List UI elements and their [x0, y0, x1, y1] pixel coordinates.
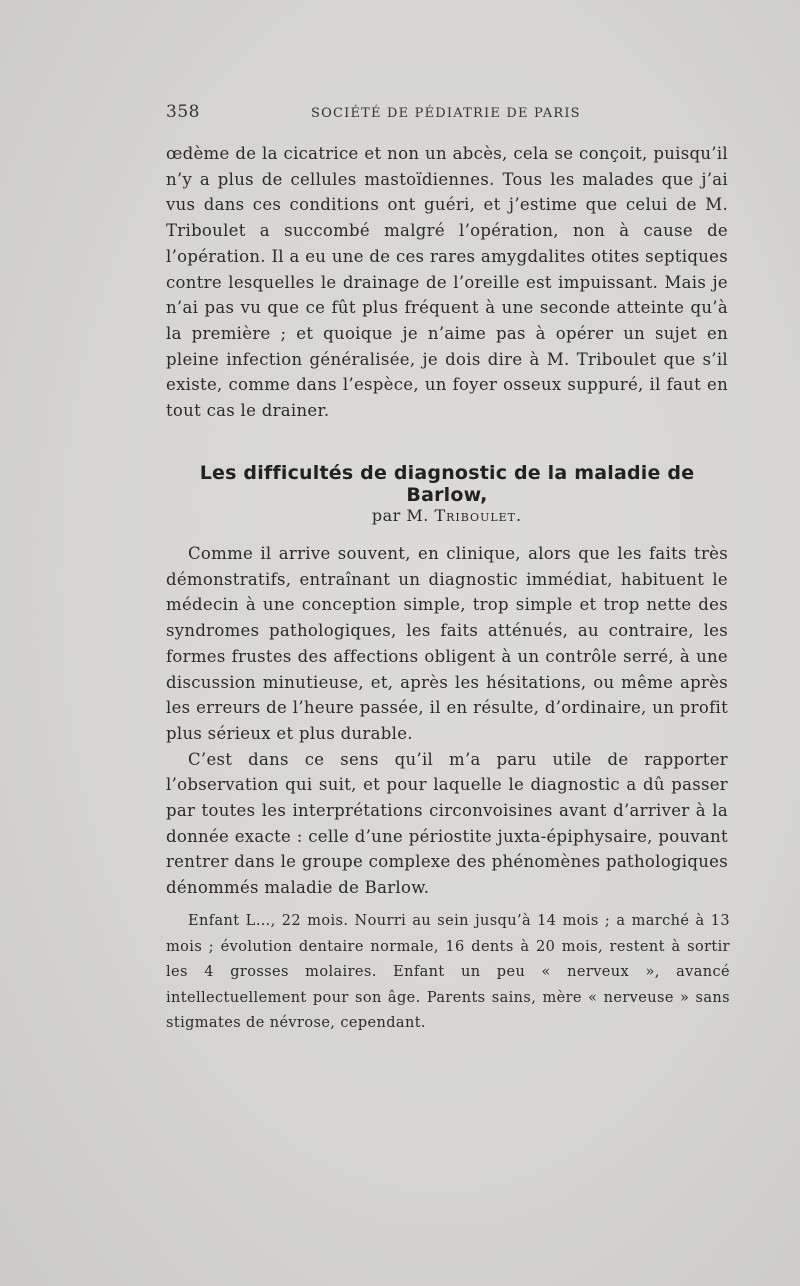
- body-paragraph: C’est dans ce sens qu’il m’a paru utile de rapporter l’observation qui suit, et pour laquelle le diagnostic a dû passer par toutes les interprétations circonvoisines avant d’arriver à la donnée exacte : celle d’une périostite juxta-épiphysaire, pouvant rentrer dans le groupe complexe des phénomènes pathologiques dénommés maladie de Barlow.: [166, 749, 728, 898]
- page-number: 358: [166, 102, 200, 122]
- article-title: Les difficultés de diagnostic de la maladie de Barlow,: [199, 462, 695, 506]
- author-name: Triboulet.: [434, 506, 523, 525]
- article-author: [166, 506, 728, 525]
- article-body: [166, 541, 728, 901]
- body-paragraph: Comme il arrive souvent, en clinique, alors que les faits très démonstratifs, entraînant un diagnostic immédiat, habituent le médecin à une conception simple, trop simple et trop nette des syndromes pathologiques, les faits atténués, au contraire, les formes frustes des affections obligent à un contrôle serré, à une discussion minutieuse, et, après les hésitations, ou même après les erreurs de l’heure passée, il en résulte, d’ordinaire, un profit plus sérieux et plus durable.: [166, 544, 728, 743]
- page-header: [166, 102, 734, 126]
- running-title: SOCIÉTÉ DE PÉDIATRIE DE PARIS: [311, 106, 581, 121]
- observation-paragraph: Enfant L…, 22 mois. Nourri au sein jusqu’à 14 mois ; a marché à 13 mois ; évolution dentaire normale, 16 dents à 20 mois, restent à sortir les 4 grosses molaires. Enfant un peu « nerveux », avancé intellectuellement pour son âge. Parents sains, mère « nerveuse » sans stigmates de névrose, cependant.: [166, 913, 730, 1031]
- continued-paragraph: œdème de la cicatrice et non un abcès, cela se conçoit, puisqu’il n’y a plus de cellules mastoïdiennes. Tous les malades que j’ai vus dans ces conditions ont guéri, et j’estime que celui de M. Triboulet a succombé malgré l’opération, non à cause de l’opération. Il a eu une de ces rares amygdalites otites septiques contre lesquelles le drainage de l’oreille est impuissant. Mais je n’ai pas vu que ce fût plus fréquent à une seconde atteinte qu’à la première ; et quoique je n’aime pas à opérer un sujet en pleine infection généralisée, je dois dire à M. Triboulet que s’il existe, comme dans l’espèce, un foyer osseux suppuré, il faut en tout cas le drainer.: [166, 144, 728, 421]
- author-prefix: par M.: [371, 506, 435, 525]
